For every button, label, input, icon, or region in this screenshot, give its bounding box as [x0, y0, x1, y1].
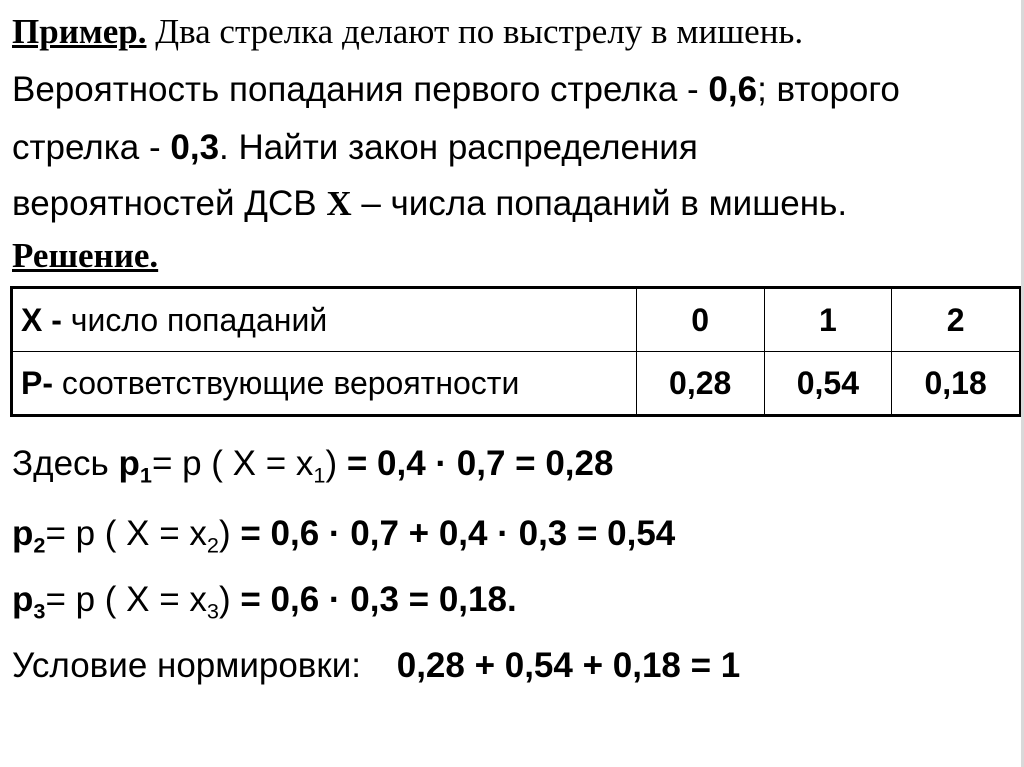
head-x-text: число попаданий: [70, 301, 328, 338]
head-x-bold: X -: [21, 301, 71, 338]
p-subscript: 3: [33, 598, 46, 624]
problem-line-3: [12, 128, 698, 168]
table-row: [12, 288, 1021, 352]
table-head-p: [12, 352, 637, 416]
distribution-table: [10, 286, 1022, 417]
table-cell: 0,54: [764, 352, 892, 416]
table-head-x: [12, 288, 637, 352]
formula-p3: [12, 580, 517, 624]
variable-x: X: [326, 184, 352, 223]
formula-eq: = p ( X = x: [151, 444, 314, 483]
table-cell: 0,18: [892, 352, 1021, 416]
table-cell: 0: [636, 288, 764, 352]
p-subscript: 1: [139, 462, 152, 488]
solution-label: Решение.: [12, 236, 159, 275]
problem-line-4: [12, 184, 847, 224]
table-row: [12, 352, 1021, 416]
formula-rhs: = 0,4 · 0,7 = 0,28: [346, 444, 614, 483]
table-cell: 0,28: [636, 352, 764, 416]
problem-text-4a: вероятностей ДСВ: [12, 184, 327, 223]
formula-prefix: Здесь: [12, 444, 119, 483]
formula-close: ): [218, 580, 241, 619]
normalization-expr: 0,28 + 0,54 + 0,18 = 1: [396, 646, 741, 685]
x-subscript: 3: [206, 598, 219, 624]
second-probability: 0,3: [170, 128, 220, 167]
formula-eq: = p ( X = x: [45, 580, 207, 619]
p-symbol: p: [12, 514, 34, 553]
p-symbol: p: [12, 580, 34, 619]
head-p-text: соответствующие вероятности: [61, 364, 520, 401]
formula-rhs: = 0,6 · 0,7 + 0,4 · 0,3 = 0,54: [240, 514, 676, 553]
problem-text-1: Два стрелка делают по выстрелу в мишень.: [155, 12, 804, 51]
p-symbol: p: [118, 444, 140, 483]
problem-line-2: [12, 70, 900, 110]
formula-eq: = p ( X = x: [45, 514, 207, 553]
problem-text-3c: . Найти закон распределения: [219, 128, 698, 167]
problem-line-1: [12, 12, 803, 52]
table-cell: 1: [764, 288, 892, 352]
p-subscript: 2: [33, 532, 46, 558]
formula-rhs: = 0,6 · 0,3 = 0,18.: [240, 580, 517, 619]
x-subscript: 1: [313, 462, 326, 488]
problem-text-2a: Вероятность попадания первого стрелка -: [12, 70, 709, 109]
example-label: Пример.: [12, 12, 147, 51]
first-probability: 0,6: [708, 70, 758, 109]
formula-close: ): [325, 444, 347, 483]
formula-close: ): [218, 514, 241, 553]
head-p-bold: P-: [21, 364, 62, 401]
formula-p2: [12, 514, 676, 558]
formula-p1: [12, 444, 614, 488]
problem-text-3a: стрелка -: [12, 128, 171, 167]
problem-text-2c: ; второго: [757, 70, 900, 109]
problem-text-4c: – числа попаданий в мишень.: [351, 184, 848, 223]
table-cell: 2: [892, 288, 1021, 352]
normalization-label: Условие нормировки:: [12, 646, 361, 685]
x-subscript: 2: [206, 532, 219, 558]
normalization-line: [12, 646, 740, 686]
